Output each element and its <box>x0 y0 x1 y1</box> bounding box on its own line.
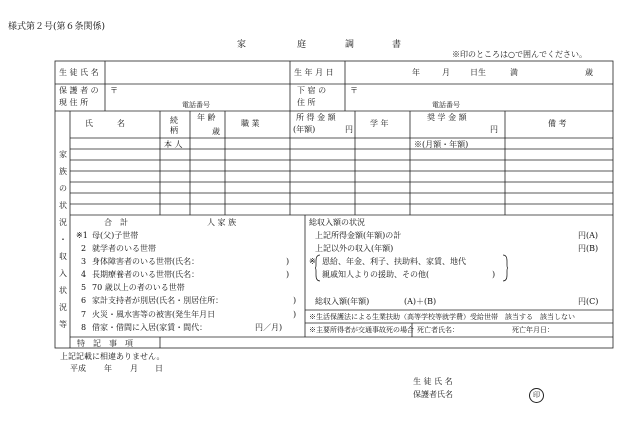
household-item-6: 家計支持者が別居(氏名・別居住所： <box>92 296 224 305</box>
age-sai-label: 歳 <box>585 68 593 77</box>
scholarship-period-note: ※(月額・年額) <box>414 140 469 149</box>
income-line-1-unit: 円(A) <box>578 231 599 240</box>
death-date-label: 死亡年月日： <box>512 326 554 334</box>
income-total-label: 総収入額(年額) <box>315 297 370 306</box>
income-total-formula: (A)＋(B) <box>404 297 437 306</box>
income-line-3: 恩給、年金、利子、扶助料、家賃、地代 <box>322 257 466 266</box>
month-label: 月 <box>130 364 138 373</box>
birth-year-label: 年 <box>412 68 420 77</box>
income-right-brace <box>502 254 508 282</box>
income-heading: 総収入額の状況 <box>309 218 365 227</box>
household-item-6-close: ) <box>293 296 297 305</box>
title-char-4: 書 <box>392 40 402 50</box>
postal-mark-2: 〒 <box>350 86 358 95</box>
title-char-3: 調 <box>345 40 355 50</box>
household-item-7-mark: 7 <box>81 310 87 319</box>
guardian-address-label-1: 保 護 者 の <box>59 86 99 95</box>
instruction-text: ※印のところは○で囲んでください。 <box>452 50 587 59</box>
household-people-label: 人 家 族 <box>207 218 237 227</box>
income-line-1: 上記所得金額(年額)の計 <box>315 231 402 240</box>
header-scholarship-unit: 円 <box>490 125 498 134</box>
header-age-unit: 歳 <box>212 127 220 136</box>
income-line-4: 親戚知人よりの援助、その他( <box>322 270 430 279</box>
confirmation-text: 上記記載に相違ありません。 <box>60 352 165 361</box>
student-name-label: 生 徒 氏 名 <box>59 68 99 77</box>
header-scholarship: 奨 学 金 額 <box>427 113 467 122</box>
household-item-8: 借家・借間に入居(家賃・間代： <box>92 323 208 332</box>
header-income-2: (年額) <box>293 125 316 134</box>
income-line-2-unit: 円(B) <box>578 244 599 253</box>
birth-day-label: 日生 <box>470 68 486 77</box>
household-item-5-mark: 5 <box>81 283 87 292</box>
household-item-4: 長期療養者のいる世帯(氏名： <box>92 270 200 279</box>
title-char-2: 庭 <box>297 40 307 50</box>
header-remarks: 備 考 <box>548 119 567 128</box>
household-total-label: 合 計 <box>104 218 128 227</box>
header-income-1: 所 得 金 額 <box>296 113 336 122</box>
household-item-7-close: ) <box>293 310 297 319</box>
household-item-3-mark: 3 <box>81 257 87 266</box>
year-label: 年 <box>104 364 112 373</box>
lodging-address-label-2: 住 所 <box>297 98 316 107</box>
birth-month-label: 月 <box>442 68 450 77</box>
income-line-4-close: ) <box>492 270 496 279</box>
welfare-note: ※生活保護法による生業扶助（高等学校等就学費）受給世帯 該当する 該当しない <box>309 313 575 321</box>
income-line-2: 上記以外の収入(年額) <box>315 244 394 253</box>
header-income-unit: 円 <box>345 125 353 134</box>
age-man-label: 満 <box>510 68 518 77</box>
household-item-4-close: ) <box>286 270 290 279</box>
header-occupation: 職 業 <box>241 119 260 128</box>
era-label: 平成 <box>70 364 86 373</box>
household-item-3: 身体障害者のいる世帯(氏名： <box>92 257 200 266</box>
household-item-1: 母(父)子世帯 <box>92 231 139 240</box>
family-side-label: 家 族 の 状 況 ・ 収 入 状 況 等 <box>59 150 67 329</box>
header-relation-1: 続 <box>170 116 178 125</box>
guardian-address-label-2: 現 住 所 <box>59 98 89 107</box>
household-item-8-close: 円／月) <box>255 323 283 332</box>
seal-mark: 印 <box>529 388 544 403</box>
header-relation-2: 柄 <box>170 126 178 135</box>
income-total-unit: 円(C) <box>578 297 599 306</box>
birth-date-label: 生 年 月 日 <box>294 68 334 77</box>
day-label: 日 <box>155 364 163 373</box>
lodging-address-label-1: 下 宿 の <box>297 86 327 95</box>
guardian-signature-label: 保護者氏名 <box>413 390 453 399</box>
household-item-2: 就学者のいる世帯 <box>92 244 156 253</box>
header-name: 氏 名 <box>85 119 125 128</box>
title-char-1: 家 <box>237 40 247 50</box>
header-age: 年 齢 <box>197 113 216 122</box>
lodging-phone-label: 電話番号 <box>432 101 460 109</box>
self-relation-cell: 本 人 <box>164 140 183 149</box>
household-item-4-mark: 4 <box>81 270 87 279</box>
guardian-phone-label: 電話番号 <box>182 101 210 109</box>
household-item-8-mark: 8 <box>81 323 87 332</box>
household-item-7: 火災・風水害等の被害(発生年月日 <box>92 310 216 319</box>
special-notes-label: 特 記 事 項 <box>77 339 133 348</box>
form-number: 様式第２号(第６条関係) <box>8 22 106 32</box>
household-item-5: 70 歳以上の者のいる世帯 <box>92 283 185 292</box>
household-item-6-mark: 6 <box>81 296 87 305</box>
income-left-brace <box>315 254 321 282</box>
postal-mark: 〒 <box>110 86 118 95</box>
student-signature-label: 生 徒 氏 名 <box>413 377 453 386</box>
header-grade: 学 年 <box>370 119 389 128</box>
household-item-1-mark: ※1 <box>76 231 88 240</box>
deceased-name-label: 死亡者氏名： <box>417 326 459 334</box>
household-item-2-mark: 2 <box>81 244 87 253</box>
income-note-mark: ※ <box>309 257 316 266</box>
household-item-3-close: ) <box>286 257 290 266</box>
accident-note: ※主要所得者が交通事故死の場合 <box>309 326 414 334</box>
